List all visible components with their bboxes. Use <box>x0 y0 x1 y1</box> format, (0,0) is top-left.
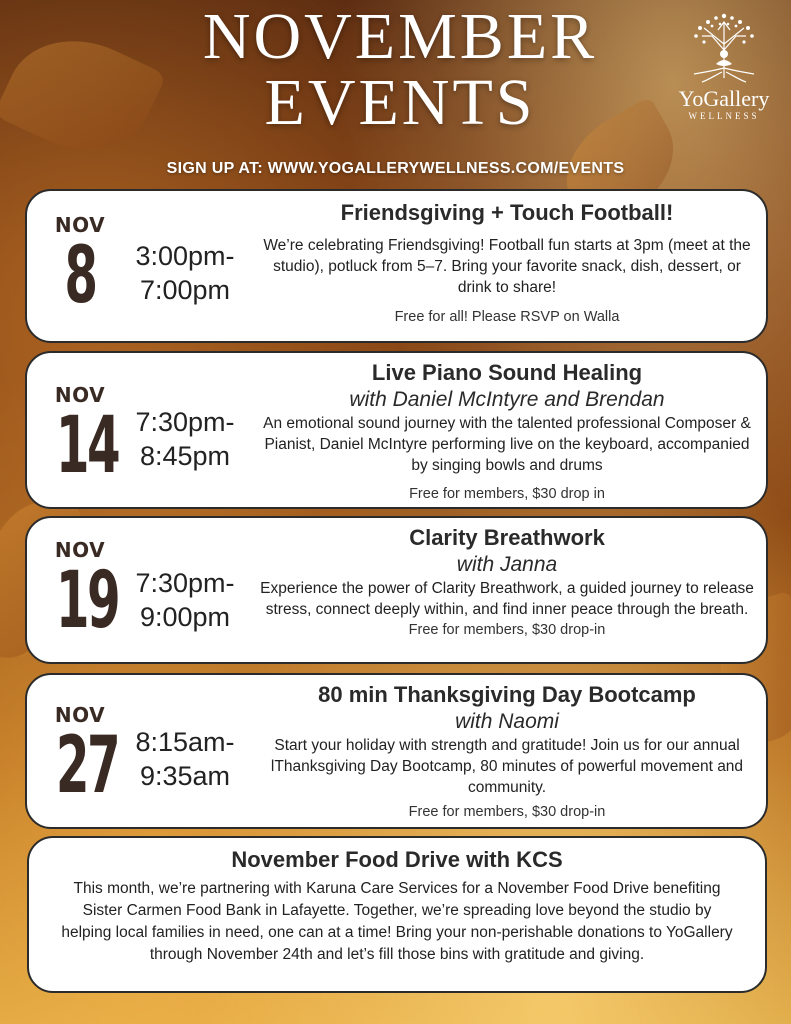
event-month: NOV <box>54 538 106 562</box>
event-price: Free for members, $30 drop-in <box>408 804 606 820</box>
event-price: Free for members, $30 drop-in <box>408 622 606 638</box>
logo <box>660 6 788 131</box>
event-time-end: 7:00pm <box>139 275 231 305</box>
event-day: 8 <box>64 231 96 321</box>
header <box>0 0 791 185</box>
event-time <box>111 239 259 307</box>
food-drive-card <box>27 836 767 993</box>
event-subtitle: with Naomi <box>455 710 559 733</box>
event-time-start: 3:00pm- <box>135 241 235 271</box>
logo-subtitle: WELLNESS <box>688 111 760 121</box>
event-subtitle: with Janna <box>456 553 558 576</box>
event-info <box>255 524 759 640</box>
event-month: NOV <box>54 213 106 237</box>
event-card <box>25 351 768 509</box>
event-card <box>25 516 768 664</box>
signup-link[interactable]: SIGN UP AT: WWW.YOGALLERYWELLNESS.COM/EVENTS <box>166 160 625 177</box>
event-time-end: 9:00pm <box>139 602 231 632</box>
event-info <box>255 199 759 327</box>
event-description: Experience the power of Clarity Breathwork, a guided journey to release stress, connect deeply within, and find inner peace through the breath. <box>260 580 754 618</box>
logo-name: YoGallery <box>678 86 770 111</box>
event-subtitle: with Daniel McIntyre and Brendan <box>349 388 665 411</box>
event-time <box>111 566 259 634</box>
event-description: We’re celebrating Friendsgiving! Football fun starts at 3pm (meet at the studio), potluck from 5–7. Bring your favorite snack, dish, dessert, or drink to share! <box>263 237 751 296</box>
event-card <box>25 673 768 829</box>
event-time-start: 7:30pm- <box>135 568 235 598</box>
event-time <box>111 405 259 473</box>
event-time-end: 9:35am <box>139 761 231 791</box>
food-drive-description: This month, we’re partnering with Karuna Care Services for a November Food Drive benefiting Sister Carmen Food Bank in Lafayette. Together, we’re spreading love beyond the studio by helping local families in need, one can at a time! Bring your non-perishable donations to YoGallery through November 24th and let’s fill those bins with gratitude and giving. <box>61 880 733 963</box>
event-title: Live Piano Sound Healing <box>371 360 643 385</box>
event-title: 80 min Thanksgiving Day Bootcamp <box>318 682 696 707</box>
event-day: 14 <box>55 401 119 491</box>
event-date <box>41 213 119 321</box>
event-time-start: 8:15am- <box>135 727 235 757</box>
event-day: 19 <box>55 556 119 646</box>
title-line-1: NOVEMBER <box>202 0 598 73</box>
event-info <box>255 681 759 822</box>
event-title: Friendsgiving + Touch Football! <box>340 200 674 225</box>
event-description: An emotional sound journey with the talented professional Composer & Pianist, Daniel McIntyre performing live on the keyboard, accompanied by singing bowls and drums <box>263 415 751 474</box>
event-price: Free for all! Please RSVP on Walla <box>394 309 620 325</box>
event-day: 27 <box>55 721 119 811</box>
event-date <box>41 383 119 491</box>
event-time-start: 7:30pm- <box>135 407 235 437</box>
event-title: Clarity Breathwork <box>409 525 605 550</box>
event-month: NOV <box>54 703 106 727</box>
event-time-end: 8:45pm <box>139 441 231 471</box>
event-card <box>25 189 768 343</box>
event-price: Free for members, $30 drop in <box>409 486 605 502</box>
food-drive-title: November Food Drive with KCS <box>231 847 563 872</box>
event-date <box>41 538 119 646</box>
title-line-2: EVENTS <box>264 66 536 139</box>
event-time <box>111 725 259 793</box>
event-info <box>255 359 759 504</box>
event-month: NOV <box>54 383 106 407</box>
tree-of-life-meditation-icon <box>682 6 766 86</box>
event-date <box>41 703 119 811</box>
event-description: Start your holiday with strength and gratitude! Join us for our annual lThanksgiving Day Bootcamp, 80 minutes of powerful movement and community. <box>270 737 744 796</box>
page-title <box>170 0 630 139</box>
